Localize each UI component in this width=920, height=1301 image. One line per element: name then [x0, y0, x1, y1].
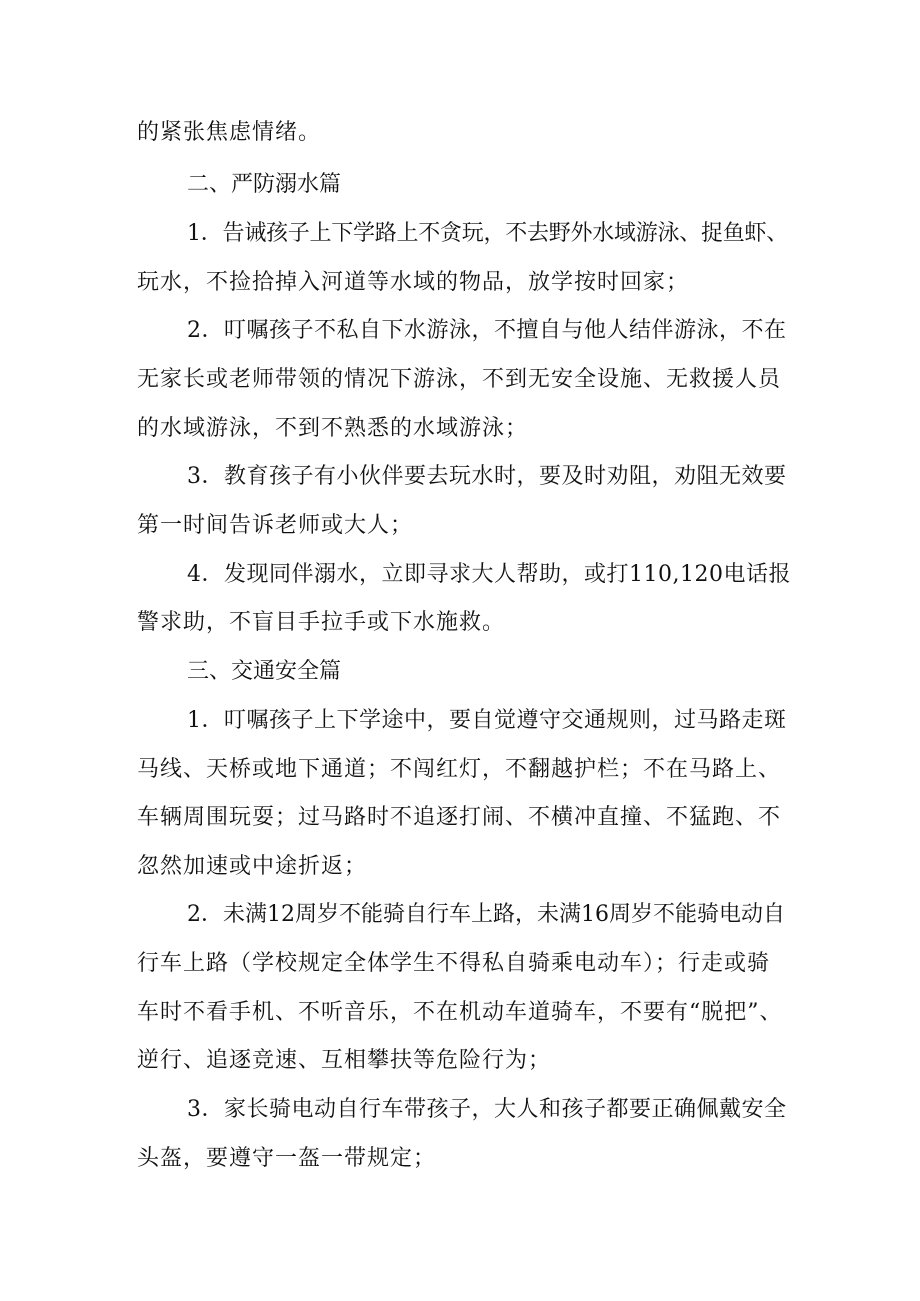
list-item-line: 马线、天桥或地下通道；不闯红灯，不翻越护栏；不在马路上、	[137, 757, 782, 782]
paragraph-line	[0, 1095, 920, 1125]
list-item-line: 警求助，不盲目手拉手或下水施救。	[137, 610, 506, 635]
intro-tail-text: 的紧张焦虑情绪。	[137, 120, 322, 145]
list-item-line: 的水域游泳，不到不熟悉的水域游泳；	[137, 416, 529, 441]
list-item-line: 逆行、追逐竞速、互相攀扶等危险行为；	[137, 1048, 552, 1073]
paragraph-line	[0, 1046, 920, 1076]
list-item-line: 4．发现同伴溺水，立即寻求大人帮助，或打110,120电话报	[187, 562, 791, 587]
paragraph-line	[0, 852, 920, 882]
paragraph-line	[0, 414, 920, 444]
paragraph-line	[0, 219, 920, 249]
list-item-line: 头盔，要遵守一盔一带规定；	[137, 1146, 437, 1171]
list-item-line: 2．未满12周岁不能骑自行车上路，未满16周岁不能骑电动自	[187, 902, 785, 927]
section-heading	[0, 657, 920, 687]
paragraph-line	[0, 949, 920, 979]
paragraph-line	[0, 608, 920, 638]
paragraph-line	[0, 900, 920, 930]
list-item-line: 车辆周围玩耍；过马路时不追逐打闹、不横冲直撞、不猛跑、不	[137, 805, 782, 830]
section2-heading: 二、严防溺水篇	[187, 172, 342, 197]
list-item-line: 3．教育孩子有小伙伴要去玩水时，要及时劝阻，劝阻无效要	[187, 464, 787, 489]
paragraph-line	[0, 755, 920, 785]
list-item-line: 2．叮嘱孩子不私自下水游泳，不擅自与他人结伴游泳，不在	[187, 318, 787, 343]
paragraph-line	[0, 998, 920, 1028]
paragraph-line	[0, 268, 920, 298]
list-item-line: 1．叮嘱孩子上下学途中，要自觉遵守交通规则，过马路走斑	[187, 708, 787, 733]
paragraph-line	[0, 706, 920, 736]
section-heading	[0, 170, 920, 200]
paragraph-line	[0, 560, 920, 590]
paragraph-line	[0, 118, 920, 148]
list-item-line: 无家长或老师带领的情况下游泳，不到无安全设施、无救援人员	[137, 367, 782, 392]
paragraph-line	[0, 511, 920, 541]
list-item-line: 行车上路（学校规定全体学生不得私自骑乘电动车）；行走或骑	[137, 951, 771, 976]
list-item-line: 忽然加速或中途折返；	[137, 854, 368, 879]
list-item-line: 1．告诫孩子上下学路上不贪玩，不去野外水域游泳、捉鱼虾、	[187, 221, 788, 246]
section3-heading: 三、交通安全篇	[187, 659, 342, 684]
list-item-line: 3．家长骑电动自行车带孩子，大人和孩子都要正确佩戴安全	[187, 1097, 787, 1122]
paragraph-line	[0, 316, 920, 346]
list-item-line: 车时不看手机、不听音乐，不在机动车道骑车，不要有“脱把”、	[137, 1000, 783, 1025]
paragraph-line	[0, 1144, 920, 1174]
list-item-line: 玩水，不捡拾掉入河道等水域的物品，放学按时回家；	[137, 270, 690, 295]
list-item-line: 第一时间告诉老师或大人；	[137, 513, 414, 538]
paragraph-line	[0, 462, 920, 492]
paragraph-line	[0, 803, 920, 833]
paragraph-line	[0, 365, 920, 395]
